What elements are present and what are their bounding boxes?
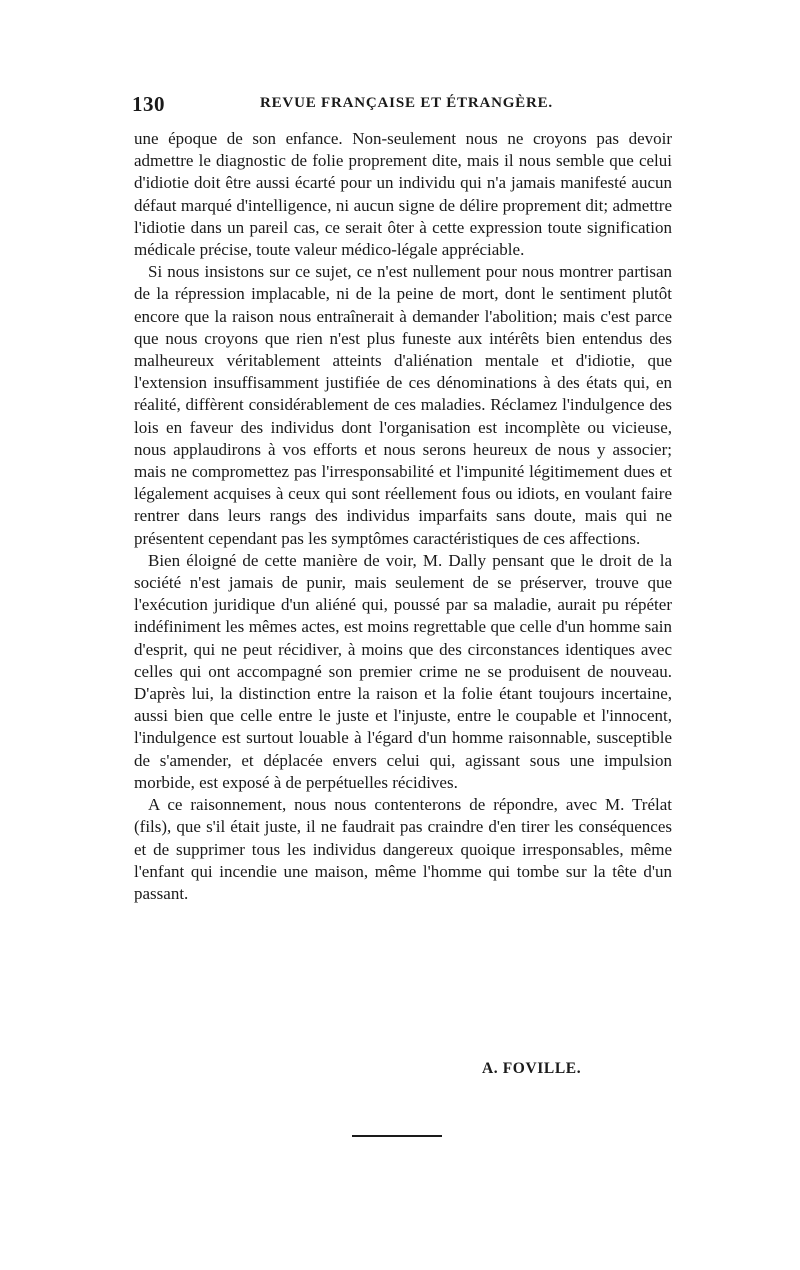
paragraph-4: A ce raisonnement, nous nous contenterons de répondre, avec M. Trélat (fils), que s'il était juste, il ne faudrait pas craindre d'en tirer les conséquences et de supprimer tous les individus dangereux quoique irresponsables, même l'enfant qui incendie une maison, même l'homme qui tombe sur la tête d'un passant. [134,795,672,903]
body-text [134,128,672,905]
page-header [132,92,670,116]
paragraph-2: Si nous insistons sur ce sujet, ce n'est nullement pour nous montrer partisan de la répression implacable, ni de la peine de mort, dont le sentiment plutôt encore que la raison nous entraînerait à demander l'abolition; mais c'est parce que nous croyons que rien n'est plus funeste aux intérêts bien entendus des malheureux véritablement atteints d'aliénation mentale et d'idiotie, que l'extension insuffisamment justifiée de ces dénominations à des états qui, en réalité, diffèrent considérablement de ces maladies. Réclamez l'indulgence des lois en faveur des individus dont l'organisation est incomplète ou vicieuse, nous applaudirons à vos efforts et nous serons heureux de nous y associer; mais ne compromettez pas l'irresponsabilité et l'impunité légitimement dues et légalement acquises à ceux qui sont réellement fous ou idiots, en voulant faire rentrer dans leurs rangs des individus imparfaits sans doute, mais qui ne présentent cependant pas les symptômes caractéristiques de ces affections. [134,262,672,548]
page-number: 130 [132,92,165,116]
paragraph-1: une époque de son enfance. Non-seulement nous ne croyons pas devoir admettre le diagnostic de folie proprement dite, mais il nous semble que celui d'idiotie doit être aussi écarté pour un individu qui n'a jamais manifesté aucun défaut marqué d'intelligence, ni aucun signe de délire proprement dit; admettre l'idiotie dans un pareil cas, ce serait ôter à cette expression toute signification médicale précise, toute valeur médico-légale appréciable. [134,129,672,260]
author-signature: A. FOVILLE. [482,1060,582,1077]
end-rule-divider [352,1135,442,1137]
paragraph-3: Bien éloigné de cette manière de voir, M. Dally pensant que le droit de la société n'est jamais de punir, mais seulement de se préserver, trouve que l'exécution juridique d'un aliéné qui, poussé par sa maladie, aurait pu répéter indéfiniment les mêmes actes, est moins regrettable que celle d'un homme sain d'esprit, qui ne peut récidiver, à moins que des circonstances identiques avec celles qui ont accompagné son premier crime ne se produisent de nouveau. D'après lui, la distinction entre la raison et la folie étant toujours incertaine, aussi bien que celle entre le juste et l'injuste, entre le coupable et l'innocent, l'indulgence est surtout louable à l'égard d'un homme raisonnable, susceptible de s'amender, et déplacée envers celui qui, agissant sous une impulsion morbide, est exposé à de perpétuelles récidives. [134,550,672,792]
running-title: REVUE FRANÇAISE ET ÉTRANGÈRE. [260,95,553,111]
